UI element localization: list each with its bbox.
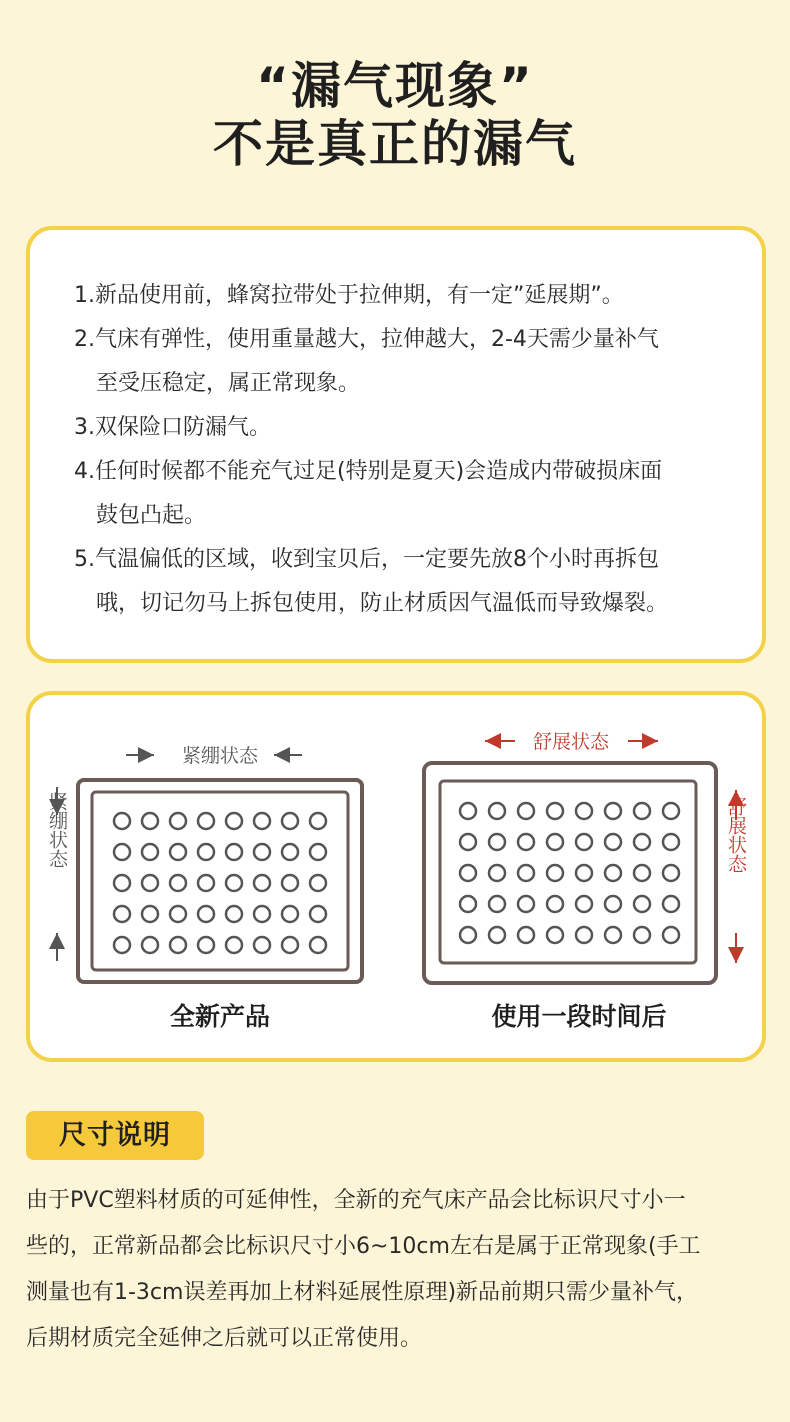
note-item bbox=[74, 538, 734, 626]
comparison-card bbox=[26, 691, 766, 1062]
note-line: 2.气床有弹性，使用重量越大，拉伸越大，2-4天需少量补气 bbox=[74, 327, 659, 352]
size-description-line: 些的，正常新品都会比标识尺寸小6~10cm左右是属于正常现象(手工 bbox=[26, 1234, 701, 1259]
used-product-diagram bbox=[424, 731, 747, 1031]
tight-state-side-label: 紧绷状态 bbox=[46, 792, 68, 868]
note-line: 3.双保险口防漏气。 bbox=[74, 415, 271, 440]
size-description-line: 由于PVC塑料材质的可延伸性，全新的充气床产品会比标识尺寸小一 bbox=[26, 1188, 686, 1213]
note-line: 4.任何时候都不能充气过足(特别是夏天)会造成内带破损床面 bbox=[74, 459, 663, 484]
size-section-badge: 尺寸说明 bbox=[26, 1111, 204, 1160]
new-product-caption: 全新产品 bbox=[169, 1002, 271, 1031]
note-line-continued: 哦，切记勿马上拆包使用，防止材质因气温低而导致爆裂。 bbox=[96, 591, 669, 616]
size-description bbox=[26, 1178, 766, 1362]
mattress-comparison-diagram bbox=[30, 695, 762, 1058]
notes-list bbox=[74, 274, 734, 626]
mattress-inner-frame bbox=[440, 781, 696, 963]
notes-card bbox=[26, 226, 766, 663]
used-product-caption: 使用一段时间后 bbox=[491, 1002, 667, 1031]
stretched-state-side-label: 舒展状态 bbox=[725, 797, 747, 873]
stretched-state-label: 舒展状态 bbox=[532, 731, 610, 753]
note-item bbox=[74, 406, 734, 450]
size-description-line: 后期材质完全延伸之后就可以正常使用。 bbox=[26, 1326, 423, 1351]
tight-state-label: 紧绷状态 bbox=[181, 745, 259, 767]
note-line: 5.气温偏低的区域，收到宝贝后，一定要先放8个小时再拆包 bbox=[74, 547, 659, 572]
note-line: 1.新品使用前，蜂窝拉带处于拉伸期，有一定”延展期”。 bbox=[74, 283, 624, 308]
note-item bbox=[74, 450, 734, 538]
note-line-continued: 鼓包凸起。 bbox=[96, 503, 207, 528]
note-item bbox=[74, 318, 734, 406]
new-product-diagram bbox=[46, 745, 362, 1031]
note-line-continued: 至受压稳定，属正常现象。 bbox=[96, 371, 361, 396]
note-item bbox=[74, 274, 734, 318]
size-description-line: 测量也有1-3cm误差再加上材料延展性原理)新品前期只需少量补气， bbox=[26, 1280, 699, 1305]
page-title-line2: 不是真正的漏气 bbox=[213, 115, 577, 173]
page-title-line1: “漏气现象” bbox=[256, 57, 534, 115]
